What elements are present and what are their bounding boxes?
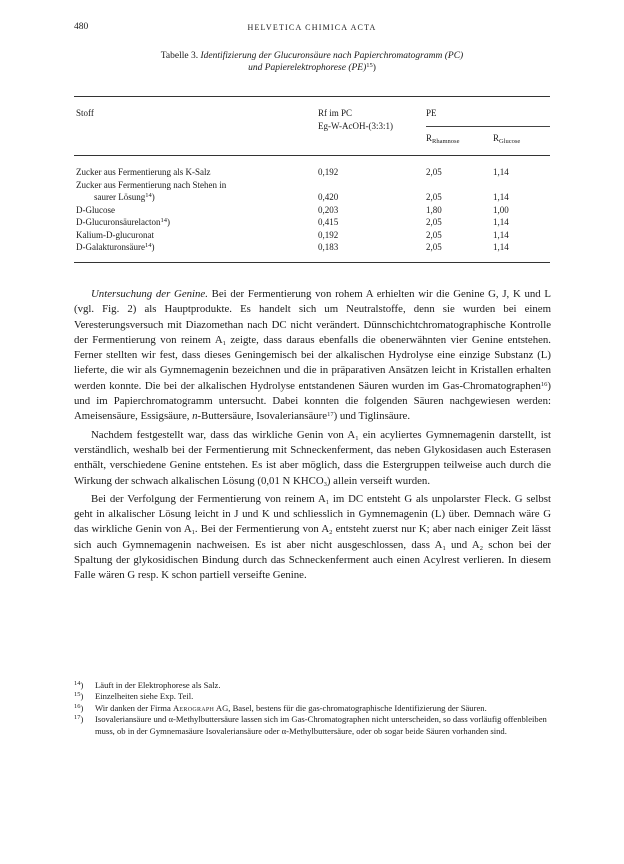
table-title-line1: Identifizierung der Glucuronsäure nach Papierchromatogramm (PC) (200, 51, 464, 61)
table-cell-rf: 0,183 (318, 242, 339, 252)
table-cell-rf: 0,192 (318, 167, 339, 177)
table-cell-rf: 0,415 (318, 217, 339, 227)
table-cell-r-glucose: 1,14 (493, 242, 509, 252)
table-cell-stoff: Zucker aus Fermentierung als K-Salz (76, 167, 211, 177)
table-cell-stoff: Zucker aus Fermentierung nach Stehen in (76, 179, 227, 190)
footnote-17: $^{17}$) Isovaleriansäure und α-Methylbuttersäure lassen sich im Gas-Chromatographen nicht unterscheiden, so dass vorläufig offenbleiben muss, ob in der Gymnemasäure Isovaleriansäure oder α-Methylbuttersäure, oder ob sogar beide Säuren vorhanden sind. (74, 714, 547, 736)
footnote-15: $^{15}$) Einzelheiten siehe Exp. Teil. (74, 691, 194, 702)
col-header-r-rhamnose: $R_{Rhamnose}$ (426, 133, 460, 145)
running-head (74, 22, 550, 36)
table-cell-r-rhamnose: 1,80 (426, 204, 442, 215)
footnote-16: $^{16}$) Wir danken der Firma Aerograph AG, Basel, bestens für die gas-chromatographische Identifizierung der Säuren. (74, 702, 487, 713)
paragraph-acyliert: Nachdem festgestellt war, dass das wirkliche Genin von $A_1$ ein acyliertes Gymnemagenin darstellt, ist verständlich, weshalb bei der Fermentierung mit Schneckenferment, das neben Glykosidasen auch Esterasen enthält, verschiedene Genine entstehen. Es ist aber möglich, dass die Estergruppen teilweise auch durch die Wirkung der schwach alkalischen Lösung (0,01 N $KHCO_3$) allein verseift wurden. (74, 428, 551, 488)
table-title-line2: und Papierelektrophorese (PE) (248, 63, 367, 73)
table-cell-rf: 0,192 (318, 229, 339, 240)
table-top-rule (74, 96, 550, 97)
table-cell-r-glucose: 1,14 (493, 167, 509, 177)
col-header-r-glucose: $R_{Glucose}$ (493, 133, 521, 145)
col-header-pe: PE (426, 108, 437, 118)
table-cell-r-rhamnose: 2,05 (426, 229, 442, 240)
company-name: Aerograph (172, 702, 215, 713)
paragraph-verfolgung: Bei der Verfolgung der Fermentierung von reinem $A_1$ im DC entsteht G als unpolarster Fleck. G selbst geht in alkalischer Lösung leicht in J und K und schliesslich in Gymnemagenin (L) über. Demnach wäre G das wirkliche Genin von $A_1$. Bei der Fermentierung von $A_2$ entsteht zuerst nur K; aber nach einiger Zeit lässt sich auch Gymnemagenin nachweisen. Es ist aber nicht ausgeschlossen, dass $A_1$ und $A_2$ schon bei der Spaltung der glykosidischen Bindung durch das Schneckenferment auch einen Acylrest verlieren. In diesem Falle wären G resp. K schon partiell verseifte Genine. (74, 492, 552, 582)
table-cell-stoff: Kalium-D-glucuronat (76, 229, 154, 240)
footnotes (74, 680, 551, 737)
page-number: 480 (74, 22, 89, 32)
table-cell-stoff: D-Glucose (76, 204, 115, 215)
col-header-rf-line1: Rf im PC (318, 108, 353, 118)
body-text (74, 287, 551, 584)
table-label: Tabelle 3. (160, 51, 199, 61)
col-header-stoff: Stoff (76, 108, 94, 118)
table-cell-r-rhamnose: 2,05 (426, 167, 442, 177)
pe-subheader-rule (426, 126, 550, 127)
table-cell-r-glucose: 1,14 (493, 217, 509, 227)
footnote-14: $^{14}$) Läuft in der Elektrophorese als Salz. (74, 680, 221, 690)
table-cell-r-glucose: 1,14 (493, 229, 509, 240)
table-header-rule (74, 155, 550, 156)
table-cell-rf: 0,203 (318, 204, 339, 215)
col-header-rf-line2: Eg-W-AcOH-(3:3:1) (318, 121, 393, 131)
table-cell-r-rhamnose: 2,05 (426, 242, 442, 252)
table-cell-r-glucose: 1,14 (493, 192, 509, 202)
table-cell-rf: 0,420 (318, 192, 339, 202)
table-title-ref: 15 (366, 62, 373, 69)
table-cell-stoff: saurer Lösung$^{14}$) (94, 192, 155, 202)
table-cell-stoff: D-Glucuronsäurelacton$^{14}$) (76, 217, 170, 227)
table-cell-r-rhamnose: 2,05 (426, 217, 442, 227)
paragraph-genine: Untersuchung der Genine. Bei der Fermentierung von rohem A erhielten wir die Genine G, J, K und L (vgl. Fig. 2) als Hauptprodukte. Es handelt sich um Neutralstoffe, denn sie wurden bei einem Veresterungsversuch mit Diazomethan nach DC nicht verändert. Dünnschichtchromatographische Kontrolle der Fermentierung von reinem $A_1$ zeigte, dass daraus ebenfalls die obenerwähnten vier Genine entstehen. Ferner stellten wir fest, dass dieses Geningemisch bei der alkalischen Hydrolyse eine einzige Substanz (L) lieferte, die wir als Gymnemagenin bezeichnen und die in präparativen Ansätzen leicht in Kristallen erhalten werden konnte. Die bei der alkalischen Hydrolyse entstandenen Säuren wurden im Gas-Chromatographen$^{16}$) und im Papierchromatogramm untersucht. Dabei konnten die folgenden Säuren nachgewiesen werden: Ameisensäure, Essigsäure, n-Buttersäure, Isovaleriansäure$^{17}$) und Tiglinsäure. (74, 288, 552, 423)
table-cell-r-glucose: 1,00 (493, 204, 509, 215)
table-caption: Tabelle 3. Identifizierung der Glucuronsäure nach Papierchromatogramm (PC) und Papierelektrophorese (PE)$^{15}$) (160, 51, 464, 73)
table-bottom-rule (74, 262, 550, 263)
section-heading: Untersuchung der Genine. (91, 288, 208, 300)
table-cell-stoff: D-Galakturonsäure$^{14}$) (76, 242, 155, 252)
journal-title: HELVETICA CHIMICA ACTA (247, 23, 377, 32)
table-cell-r-rhamnose: 2,05 (426, 192, 442, 202)
